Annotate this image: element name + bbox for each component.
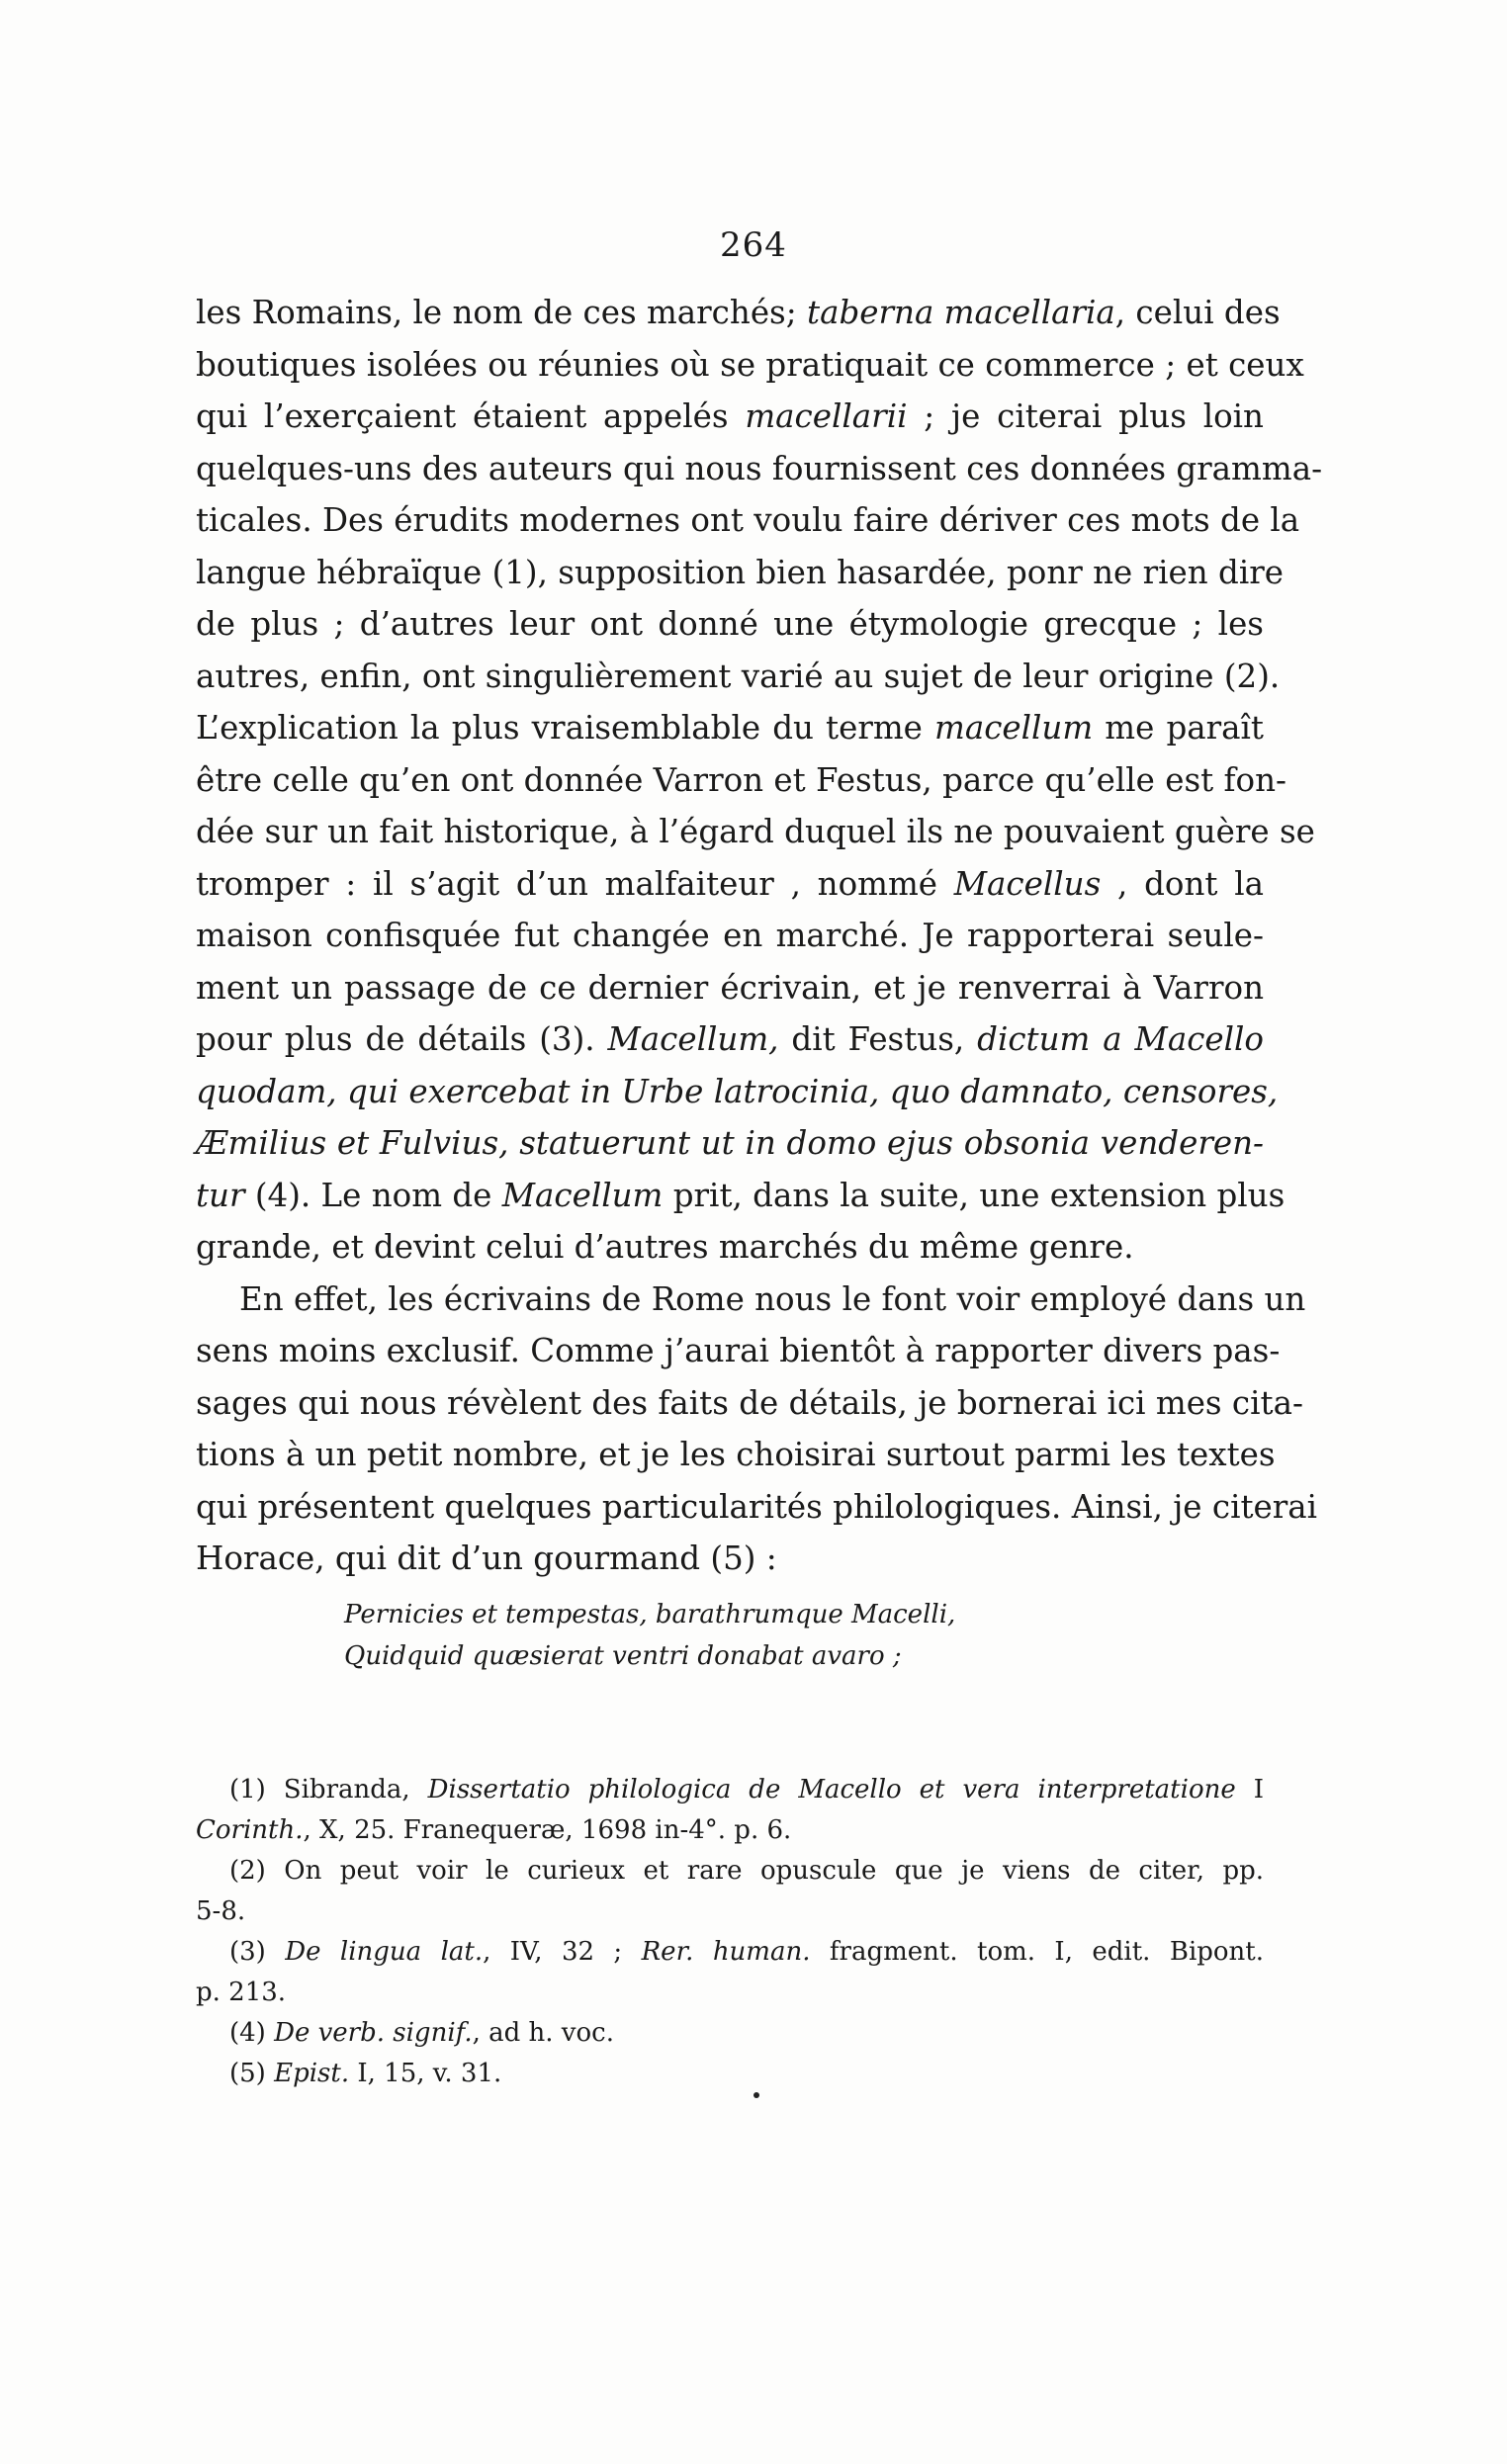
text-run: , IV, 32 ;: [483, 1937, 642, 1967]
italic-text: De verb. signif.: [274, 2018, 473, 2048]
footnote-line: [196, 1810, 1264, 1851]
verse-line: Pernicies et tempestas, barathrumque Macelli,: [344, 1600, 956, 1629]
footnote-line: [196, 1973, 1264, 2013]
text-line: [196, 598, 1264, 651]
footnote-line: [196, 1892, 1264, 1932]
footnotes: [196, 1770, 1264, 2094]
text-line: [196, 1377, 1303, 1430]
text-run: (2) On peut voir le curieux et rare opuscule que je viens de citer, pp.: [229, 1856, 1264, 1886]
text-run: tromper : il s’agit d’un malfaiteur , nommé: [196, 864, 954, 903]
text-run: autres, enfin, ont singulièrement varié au sujet de leur origine (2).: [196, 657, 1281, 695]
ink-dot: [754, 2092, 759, 2098]
text-line: [196, 1533, 1264, 1585]
text-line: [196, 1066, 1279, 1118]
text-run: I, 15, v. 31.: [349, 2059, 502, 2088]
italic-text: Æmilius et Fulvius, statuerunt ut in domo ejus obsonia venderen-: [196, 1124, 1264, 1162]
italic-text: macellarii: [745, 397, 908, 435]
text-line: [196, 1325, 1281, 1377]
text-run: tions à un petit nombre, et je les choisirai surtout parmi les textes: [196, 1436, 1276, 1473]
text-run: p. 213.: [196, 1978, 287, 2007]
text-run: (4). Le nom de: [244, 1176, 502, 1214]
text-line: [196, 1013, 1264, 1066]
text-line: [196, 339, 1304, 392]
text-line: [196, 1481, 1318, 1534]
text-run: qui l’exerçaient étaient appelés: [196, 397, 746, 435]
text-run: 5-8.: [196, 1896, 246, 1926]
text-line: [196, 858, 1264, 911]
text-line: [196, 754, 1287, 807]
text-run: , celui des: [1114, 294, 1281, 331]
text-run: (3): [229, 1937, 286, 1967]
italic-text: quodam, qui exercebat in Urbe latrocinia, quo damnato, censores,: [196, 1072, 1279, 1110]
text-line: [196, 910, 1264, 962]
page-number: 264: [720, 225, 787, 265]
italic-text: Macellum,: [607, 1020, 779, 1058]
verse-quotation: [344, 1594, 1234, 1677]
text-run: sages qui nous révèlent des faits de détails, je bornerai ici mes cita-: [196, 1383, 1303, 1422]
italic-text: Dissertatio philologica de Macello et vera interpretatione: [427, 1775, 1236, 1804]
italic-text: taberna macellaria: [807, 294, 1115, 331]
text-run: En effet, les écrivains de Rome nous le font voir employé dans un: [239, 1279, 1306, 1318]
body-text: [196, 287, 1323, 1585]
text-run: Horace, qui dit d’un gourmand (5) :: [196, 1540, 777, 1577]
text-run: , X, 25. Franequeræ, 1698 in-4°. p. 6.: [303, 1815, 792, 1845]
text-run: L’explication la plus vraisemblable du terme: [196, 709, 935, 747]
text-run: ticales. Des érudits modernes ont voulu faire dériver ces mots de la: [196, 501, 1300, 539]
text-run: de plus ; d’autres leur ont donné une étymologie grecque ; les: [196, 605, 1264, 643]
italic-text: macellum: [934, 709, 1094, 747]
italic-text: dictum a Macello: [977, 1020, 1264, 1058]
text-run: qui présentent quelques particularités philologiques. Ainsi, je citerai: [196, 1487, 1318, 1526]
text-line: [196, 1274, 1306, 1326]
text-run: grande, et devint celui d’autres marchés du même genre.: [196, 1228, 1134, 1266]
text-run: (4): [229, 2018, 275, 2048]
text-line: [196, 1429, 1276, 1481]
italic-text: Rer. human.: [641, 1937, 811, 1967]
text-line: [196, 494, 1300, 547]
italic-text: tur: [196, 1176, 245, 1214]
text-run: ment un passage de ce dernier écrivain, et je renverrai à Varron: [196, 968, 1264, 1007]
text-run: pour plus de détails (3).: [196, 1020, 608, 1058]
text-run: être celle qu’en ont donnée Varron et Festus, parce qu’elle est fon-: [196, 760, 1287, 799]
italic-text: De lingua lat.: [285, 1937, 484, 1967]
text-run: quelques-uns des auteurs qui nous fournissent ces données gramma-: [196, 449, 1323, 487]
text-run: I: [1235, 1775, 1264, 1804]
text-run: ; je citerai plus loin: [907, 397, 1264, 435]
text-line: [196, 651, 1281, 703]
text-run: (1) Sibranda,: [229, 1775, 428, 1804]
text-line: [196, 702, 1264, 754]
text-run: (5): [229, 2059, 275, 2088]
text-run: fragment. tom. I, edit. Bipont.: [810, 1937, 1265, 1967]
footnote-line: [196, 2054, 1264, 2094]
footnote-line: [196, 2013, 1264, 2054]
text-run: sens moins exclusif. Comme j’aurai bientôt à rapporter divers pas-: [196, 1332, 1281, 1369]
text-run: dée sur un fait historique, à l’égard duquel ils ne pouvaient guère se: [196, 813, 1315, 850]
italic-text: Corinth.: [196, 1815, 304, 1845]
text-run: dit Festus,: [778, 1020, 978, 1058]
footnote-line: [196, 1932, 1264, 1973]
text-line: [196, 962, 1264, 1014]
text-run: les Romains, le nom de ces marchés;: [196, 294, 808, 331]
italic-text: Epist.: [274, 2059, 350, 2088]
text-line: [196, 1170, 1285, 1222]
text-line: [196, 287, 1281, 339]
footnote-line: [196, 1770, 1264, 1810]
text-run: prit, dans la suite, une extension plus: [663, 1176, 1285, 1214]
text-line: [196, 547, 1285, 599]
text-line: [196, 1117, 1264, 1170]
text-line: [196, 806, 1315, 858]
italic-text: Macellus: [953, 864, 1102, 903]
verse-line: Quidquid quæsierat ventri donabat avaro ;: [344, 1641, 902, 1671]
text-line: [196, 443, 1323, 495]
footnote-line: [196, 1851, 1264, 1892]
text-run: boutiques isolées ou réunies où se pratiquait ce commerce ; et ceux: [196, 345, 1304, 384]
text-line: [196, 391, 1264, 443]
text-run: , dont la: [1101, 864, 1264, 903]
text-run: langue hébraïque (1), supposition bien hasardée, ponr ne rien dire: [196, 553, 1285, 591]
text-run: maison confisquée fut changée en marché. Je rapporterai seule-: [196, 917, 1264, 954]
text-line: [196, 1221, 1264, 1274]
text-run: me paraît: [1093, 709, 1264, 747]
text-run: , ad h. voc.: [472, 2018, 614, 2048]
italic-text: Macellum: [501, 1176, 664, 1214]
